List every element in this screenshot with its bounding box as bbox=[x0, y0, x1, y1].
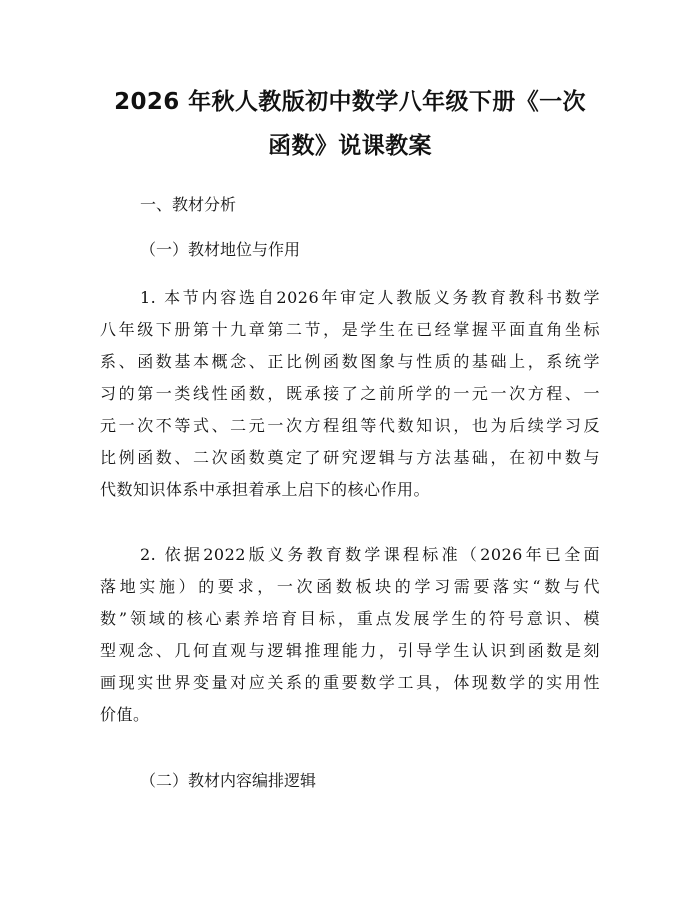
paragraph-2 bbox=[100, 539, 600, 731]
paragraph-1-line: 系、函数基本概念、正比例函数图象与性质的基础上，系统学 bbox=[100, 352, 600, 371]
document-title-line-1: 2026 年秋人教版初中数学八年级下册《一次 bbox=[114, 89, 586, 115]
subsection-heading-position-role: （一）教材地位与作用 bbox=[140, 240, 301, 259]
paragraph-1-line: 元一次不等式、二元一次方程组等代数知识，也为后续学习反 bbox=[100, 416, 600, 435]
paragraph-2-line: 型观念、几何直观与逻辑推理能力，引导学生认识到函数是刻 bbox=[100, 641, 600, 660]
paragraph-2-line: 数”领域的核心素养培育目标，重点发展学生的符号意识、模 bbox=[100, 609, 600, 628]
paragraph-1-line: 习的第一类线性函数，既承接了之前所学的一元一次方程、一 bbox=[100, 384, 600, 403]
paragraph-2-line: 落地实施）的要求，一次函数板块的学习需要落实“数与代 bbox=[100, 577, 600, 596]
document-title-line-2: 函数》说课教案 bbox=[268, 133, 432, 159]
paragraph-1-line: 八年级下册第十九章第二节，是学生在已经掌握平面直角坐标 bbox=[100, 320, 600, 339]
paragraph-2-line: 画现实世界变量对应关系的重要数学工具，体现数学的实用性 bbox=[100, 673, 600, 692]
paragraph-1-line: 比例函数、二次函数奠定了研究逻辑与方法基础，在初中数与 bbox=[100, 448, 600, 467]
paragraph-2-line: 价值。 bbox=[100, 705, 150, 724]
paragraph-1-line: 代数知识体系中承担着承上启下的核心作用。 bbox=[100, 480, 431, 499]
subsection-heading-content-arrangement: （二）教材内容编排逻辑 bbox=[140, 771, 317, 790]
paragraph-2-line: 2. 依据2022版义务教育数学课程标准（2026年已全面 bbox=[140, 545, 600, 564]
paragraph-1 bbox=[100, 282, 600, 506]
section-heading-textbook-analysis: 一、教材分析 bbox=[140, 195, 237, 214]
paragraph-1-line: 1. 本节内容选自2026年审定人教版义务教育教科书数学 bbox=[140, 288, 600, 307]
